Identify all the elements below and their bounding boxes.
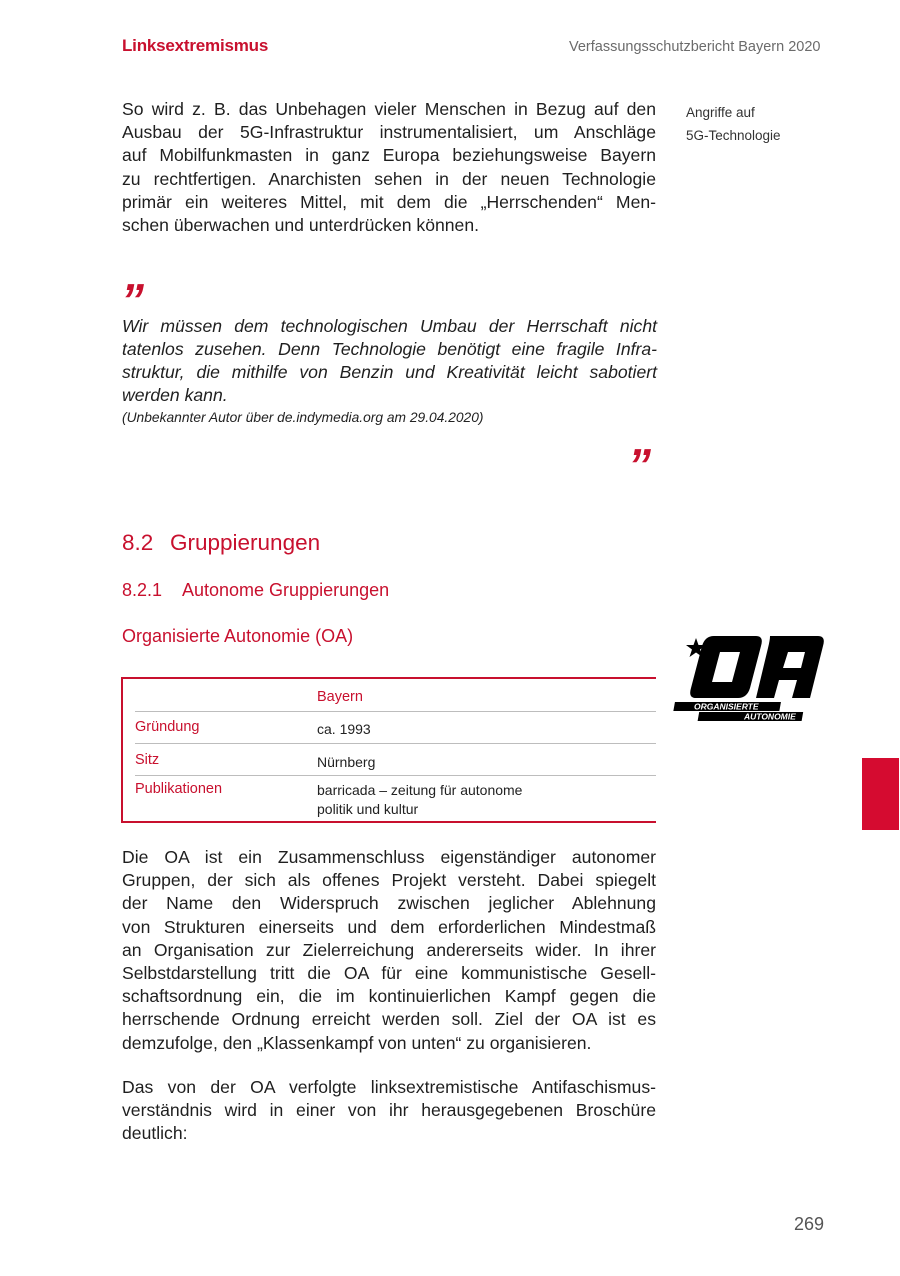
info-box-label: Gründung [135, 719, 200, 735]
section-number: 8.2 [122, 530, 154, 555]
subsection-title: Autonome Gruppierungen [182, 580, 390, 600]
subsection-heading [122, 580, 389, 601]
info-box-value [317, 781, 522, 819]
margin-note [686, 101, 781, 147]
margin-note-line: Angriffe auf [686, 105, 755, 120]
text-line: herrschende Ordnung erreicht werden soll. Ziel der OA ist es [122, 1009, 656, 1030]
quote-open-icon: ” [121, 274, 142, 326]
text-line: schen überwachen und unterdrücken können. [122, 215, 480, 236]
text-line: primär ein weiteres Mittel, mit dem die „Herrschenden“ Men- [122, 191, 656, 212]
paragraph-oa-description [122, 846, 656, 1055]
text-line: deutlich: [122, 1123, 188, 1144]
quote-close-icon: ” [628, 439, 649, 491]
group-heading: Organisierte Autonomie (OA) [122, 626, 354, 646]
page-number: 269 [794, 1214, 825, 1234]
info-box-row-seat [135, 743, 656, 776]
text-line: schaftsordnung ein, die im kontinuierlichen Kampf gegen die [122, 986, 656, 1007]
text-line: auf Mobilfunkmasten in ganz Europa beziehungsweise Bayern [122, 145, 656, 166]
info-box-value: ca. 1993 [317, 721, 371, 737]
text-line: Das von der OA verfolgte linksextremistische Antifaschismus- [122, 1077, 656, 1097]
chapter-side-tab [862, 758, 899, 830]
text-line: Die OA ist ein Zusammenschluss eigenständiger autonomer [122, 847, 656, 867]
running-header-chapter: Linksextremismus [122, 36, 269, 55]
text-line: So wird z. B. das Unbehagen vieler Menschen in Bezug auf den [122, 99, 656, 119]
quote-line: Wir müssen dem technologischen Umbau der Herrschaft nicht [122, 316, 657, 336]
text-line: Selbstdarstellung tritt die OA für eine kommunistische Gesell- [122, 963, 656, 984]
oa-logo-icon [684, 628, 826, 724]
quote-text [122, 315, 657, 407]
text-line: Gruppen, der sich als offenes Projekt versteht. Dabei spiegelt [122, 870, 656, 891]
info-box-label: Publikationen [135, 781, 223, 797]
paragraph-5g [122, 98, 656, 237]
svg-text:AUTONOMIE: AUTONOMIE [744, 711, 796, 722]
info-box-value: Nürnberg [317, 754, 376, 770]
text-line: verständnis wird in einer von ihr herausgegebenen Broschüre [122, 1100, 656, 1121]
quote-line: tatenlos zusehen. Denn Technologie benötigt eine fragile Infra- [122, 339, 657, 359]
quote-source: (Unbekannter Autor über de.indymedia.org am 29.04.2020) [122, 410, 484, 425]
info-box-value-line: politik und kultur [317, 801, 419, 817]
margin-note-line: 5G-Technologie [686, 128, 781, 143]
running-header-publication: Verfassungsschutzbericht Bayern 2020 [569, 39, 821, 55]
info-box-header-row [135, 679, 656, 712]
text-line: der Name den Widerspruch zwischen jeglicher Ablehnung [122, 893, 656, 914]
info-box-label: Sitz [135, 752, 160, 768]
quote-line: struktur, die mithilfe von Benzin und Kreativität leicht sabotiert [122, 362, 657, 382]
info-box-row-founding [135, 711, 656, 744]
svg-text:ORGANISIERTE: ORGANISIERTE [694, 701, 759, 712]
subsection-number: 8.2.1 [122, 580, 163, 600]
text-line: zu rechtfertigen. Anarchisten sehen in der neuen Technologie [122, 168, 656, 189]
text-line: Ausbau der 5G-Infrastruktur instrumentalisiert, um Anschläge [122, 122, 656, 143]
paragraph-antifascism [122, 1076, 656, 1146]
text-line: von Strukturen einerseits und dem erforderlichen Mindestmaß [122, 916, 656, 937]
text-line: demzufolge, den „Klassenkampf von unten“ zu organisieren. [122, 1032, 592, 1053]
section-title: Gruppierungen [170, 530, 321, 555]
quote-line: werden kann. [122, 385, 228, 405]
info-box-value-line: barricada – zeitung für autonome [317, 782, 523, 798]
info-box-row-publications [135, 775, 656, 823]
section-heading [122, 530, 320, 556]
text-line: an Organisation zur Zielerreichung andererseits wider. In ihrer [122, 939, 656, 960]
info-box [121, 677, 656, 823]
info-box-column-header: Bayern [317, 689, 363, 705]
